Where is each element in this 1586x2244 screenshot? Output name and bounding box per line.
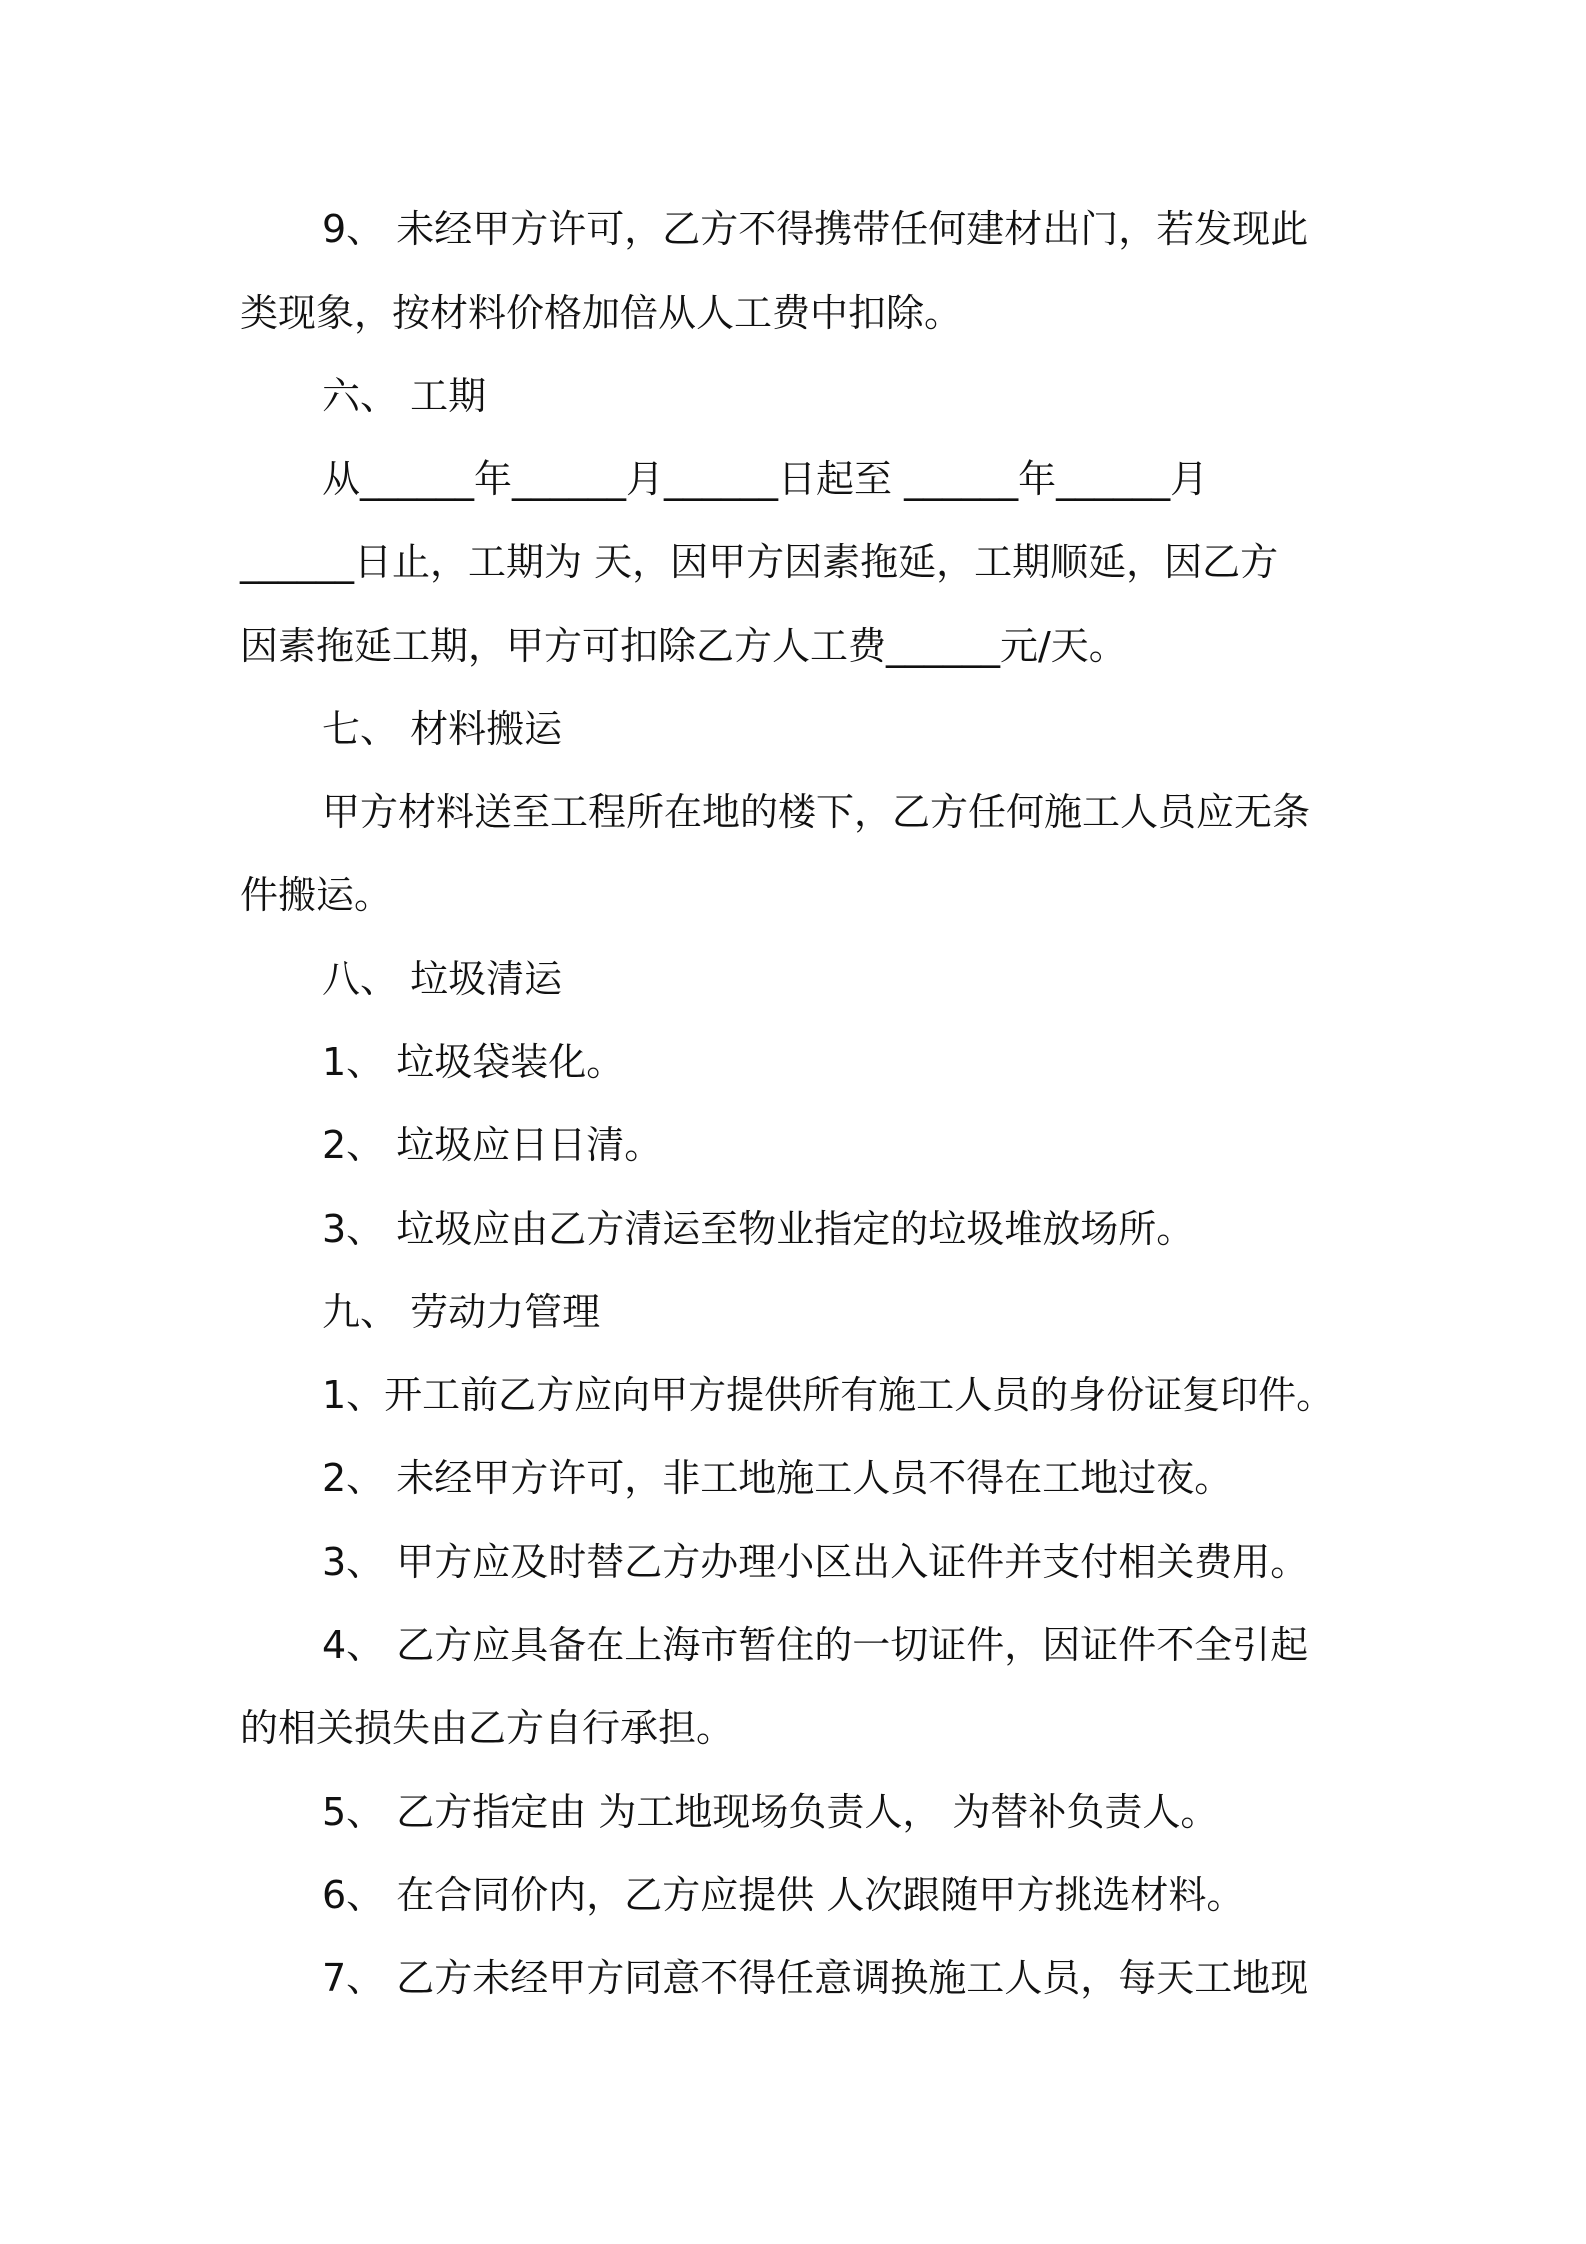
section-heading: 六、 工期 — [322, 374, 487, 418]
list-item: 5、 乙方指定由 为工地现场负责人， 为替补负责人。 — [322, 1790, 1219, 1834]
list-item: 3、 垃圾应由乙方清运至物业指定的垃圾堆放场所。 — [322, 1207, 1195, 1251]
text-line: 类现象，按材料价格加倍从人工费中扣除。 — [240, 291, 963, 335]
text-line: ______日止，工期为 天，因甲方因素拖延，工期顺延，因乙方 — [240, 540, 1279, 584]
list-item: 1、 垃圾袋装化。 — [322, 1040, 625, 1084]
list-item: 1、开工前乙方应向甲方提供所有施工人员的身份证复印件。 — [322, 1373, 1335, 1417]
text-line: 甲方材料送至工程所在地的楼下，乙方任何施工人员应无条 — [322, 790, 1311, 834]
list-item: 3、 甲方应及时替乙方办理小区出入证件并支付相关费用。 — [322, 1540, 1309, 1584]
section-heading: 九、 劳动力管理 — [322, 1290, 601, 1334]
text-line: 的相关损失由乙方自行承担。 — [240, 1706, 735, 1750]
section-heading: 八、 垃圾清运 — [322, 957, 563, 1001]
text-line: 9、 未经甲方许可，乙方不得携带任何建材出门，若发现此 — [322, 207, 1309, 251]
text-line: 从______年______月______日起至 ______年______月 — [322, 457, 1209, 501]
text-line: 件搬运。 — [240, 873, 393, 917]
section-heading: 七、 材料搬运 — [322, 707, 563, 751]
text-line: 因素拖延工期，甲方可扣除乙方人工费______元/天。 — [240, 624, 1127, 668]
list-item: 7、 乙方未经甲方同意不得任意调换施工人员，每天工地现 — [322, 1956, 1309, 2000]
list-item: 6、 在合同价内，乙方应提供 人次跟随甲方挑选材料。 — [322, 1873, 1245, 1917]
list-item: 2、 垃圾应日日清。 — [322, 1123, 663, 1167]
list-item: 4、 乙方应具备在上海市暂住的一切证件，因证件不全引起 — [322, 1623, 1309, 1667]
list-item: 2、 未经甲方许可，非工地施工人员不得在工地过夜。 — [322, 1456, 1233, 1500]
